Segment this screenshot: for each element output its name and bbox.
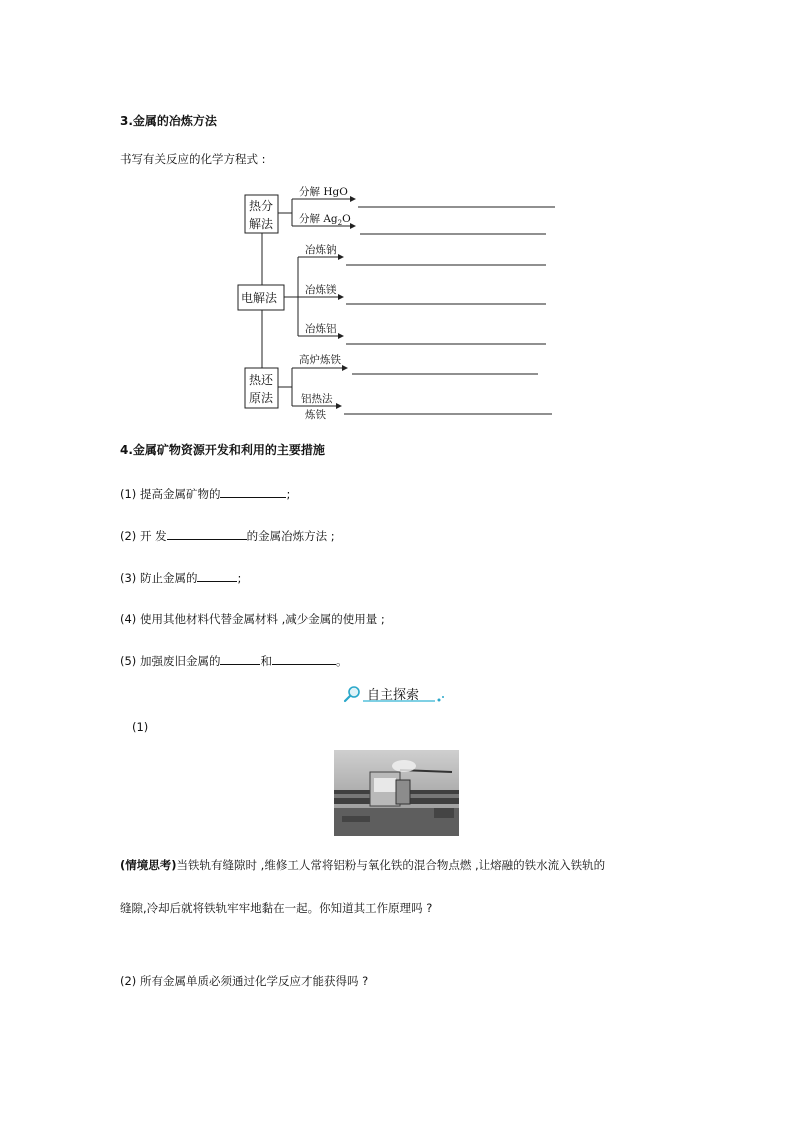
electrolysis-label: 电解法	[241, 291, 278, 305]
explore-header	[343, 684, 445, 704]
item-number: (3)	[120, 571, 137, 585]
question-1-number: (1)	[132, 720, 149, 734]
item-number: (2)	[120, 529, 137, 543]
question-2: (2) 所有金属单质必须通过化学反应才能获得吗 ?	[120, 974, 369, 988]
item-number: (5)	[120, 654, 137, 668]
thermite-label-1: 铝热法	[301, 393, 333, 405]
magnesium-label: 冶炼镁	[305, 284, 337, 296]
section-4-title: 4.金属矿物资源开发和利用的主要措施	[120, 443, 325, 457]
thermal-reduction-label-1: 热还	[249, 373, 274, 387]
thermal-decomp-label-2: 解法	[249, 217, 274, 231]
explore-title: 自主探索	[367, 688, 420, 703]
item-number: (1)	[120, 487, 137, 501]
measure-item-5: (5) 加强废旧金属的 和 。	[120, 654, 348, 668]
answer-blank[interactable]	[167, 527, 247, 540]
measure-item-3: (3) 防止金属的 ;	[120, 571, 242, 585]
section-3-title: 3.金属的冶炼方法	[120, 114, 217, 128]
measure-item-1: (1) 提高金属矿物的 ;	[120, 487, 291, 501]
answer-blank[interactable]	[220, 652, 260, 665]
measure-item-2: (2) 开 发 的金属冶炼方法 ;	[120, 529, 335, 543]
scenario-line-1: (情境思考)当铁轨有缝隙时 ,维修工人常将铝粉与氧化铁的混合物点燃 ,让熔融的铁水流入铁轨的	[120, 858, 606, 872]
answer-blank[interactable]	[272, 652, 336, 665]
thermite-label-2: 炼铁	[305, 409, 326, 421]
answer-blank[interactable]	[197, 569, 237, 582]
aluminum-label: 冶炼铝	[305, 323, 337, 335]
scenario-line-2: 缝隙,冷却后就将铁轨牢牢地黏在一起。你知道其工作原理吗 ?	[120, 901, 433, 915]
answer-blank[interactable]	[220, 485, 286, 498]
thermal-reduction-label-2: 原法	[249, 391, 274, 405]
hgo-label: 分解 HgO	[299, 186, 348, 198]
blast-furnace-label: 高炉炼铁	[299, 354, 341, 366]
section-3-instruction: 书写有关反应的化学方程式 :	[120, 152, 266, 166]
sodium-label: 冶炼钠	[305, 244, 337, 256]
thermal-decomp-label-1: 热分	[249, 199, 274, 213]
ag2o-label: 分解 $Ag_2O$	[299, 213, 351, 227]
measure-item-4: (4) 使用其他材料代替金属材料 ,减少金属的使用量 ;	[120, 612, 385, 626]
scenario-tag: (情境思考)	[120, 858, 177, 872]
smelting-methods-diagram	[0, 0, 794, 430]
item-number: (4)	[120, 612, 137, 626]
rail-welding-photo	[334, 750, 459, 836]
